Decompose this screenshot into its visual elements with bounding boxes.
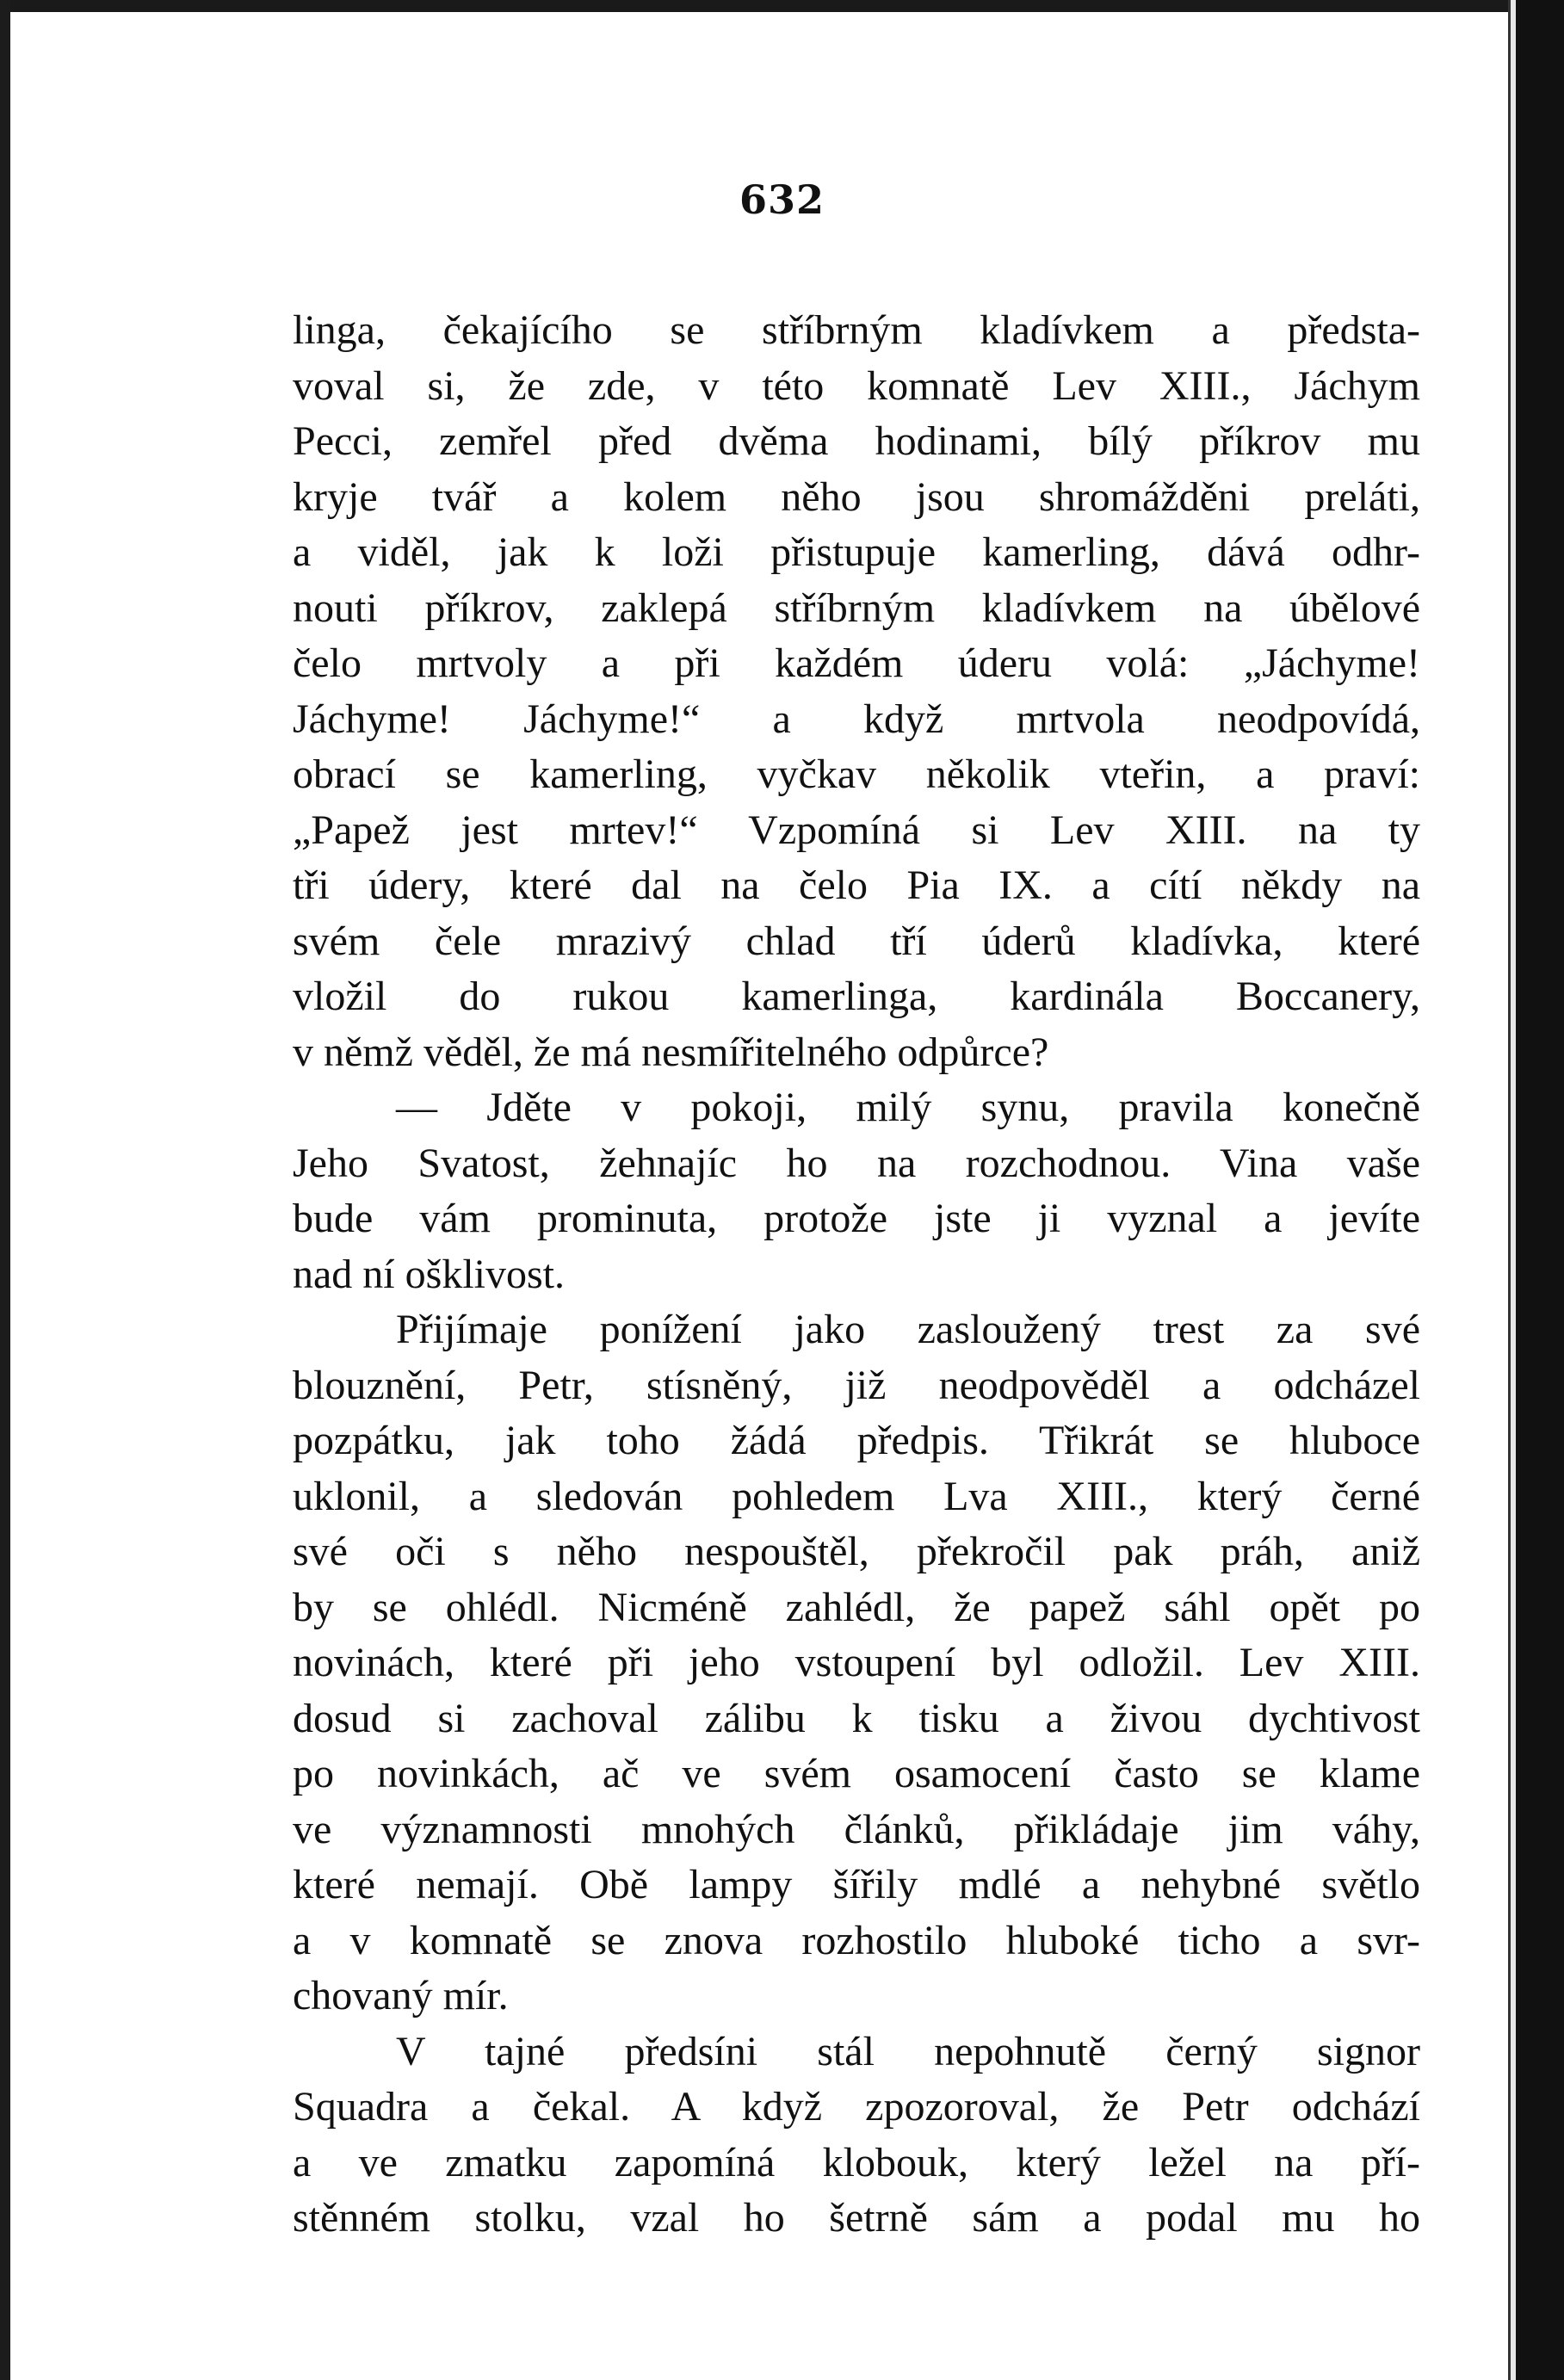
text-line: stěnném stolku, vzal ho šetrně sám a podal mu ho [293, 2195, 1420, 2241]
text-line: čelo mrtvoly a při každém úderu volá: „Jáchyme! [293, 640, 1420, 686]
text-line: V tajné předsíni stál nepohnutě černý signor [396, 2028, 1420, 2074]
text-line: nouti příkrov, zaklepá stříbrným kladívkem na úbělové [293, 584, 1420, 631]
text-line: a ve zmatku zapomíná klobouk, který ležel na pří- [293, 2139, 1420, 2185]
text-line: — Jděte v pokoji, milý synu, pravila konečně [396, 1085, 1420, 1130]
text-line: bude vám prominuta, protože jste ji vyznal a jevíte [293, 1196, 1420, 1241]
text-line: které nemají. Obě lampy šířily mdlé a nehybné světlo [293, 1862, 1420, 1907]
text-line: uklonil, a sledován pohledem Lva XIII., který černé [293, 1473, 1420, 1519]
scan-left-edge [0, 0, 10, 2380]
page-number: 632 [739, 176, 825, 223]
text-line: blouznění, Petr, stísněný, již neodpověděl a odcházel [293, 1362, 1420, 1408]
scan-top-edge [0, 0, 1564, 12]
text-line: Přijímaje ponížení jako zasloužený trest za své [396, 1307, 1420, 1352]
scan-right-edge [1516, 0, 1564, 2380]
text-line: „Papež jest mrtev!“ Vzpomíná si Lev XIII. na ty [293, 807, 1420, 853]
text-line: chovaný mír. [293, 1973, 509, 2018]
text-line: voval si, že zde, v této komnatě Lev XIII., Jáchym [293, 362, 1420, 409]
text-line: svém čele mrazivý chlad tří úderů kladívka, které [293, 918, 1420, 964]
text-line: tři údery, které dal na čelo Pia IX. a cítí někdy na [293, 862, 1420, 908]
text-line: pozpátku, jak toho žádá předpis. Třikrát se hluboce [293, 1418, 1420, 1463]
text-line: po novinkách, ač ve svém osamocení často se klame [293, 1751, 1420, 1796]
text-line: své oči s něho nespouštěl, překročil pak práh, aniž [293, 1529, 1420, 1574]
text-line: novinách, které při jeho vstoupení byl odložil. Lev XIII. [293, 1640, 1420, 1685]
text-line: by se ohlédl. Nicméně zahlédl, že papež sáhl opět po [293, 1584, 1420, 1630]
text-line: Jáchyme! Jáchyme!“ a když mrtvola neodpovídá, [293, 695, 1420, 742]
text-line: linga, čekajícího se stříbrným kladívkem a předsta- [293, 307, 1420, 353]
text-line: Jeho Svatost, žehnajíc ho na rozchodnou. Vina vaše [293, 1140, 1420, 1186]
text-line: Pecci, zemřel před dvěma hodinami, bílý příkrov mu [293, 418, 1420, 464]
text-line: dosud si zachoval zálibu k tisku a živou dychtivost [293, 1695, 1420, 1741]
text-line: v němž věděl, že má nesmířitelného odpůrce? [293, 1029, 1049, 1075]
text-line: vložil do rukou kamerlinga, kardinála Boccanery, [293, 974, 1420, 1019]
text-line: nad ní ošklivost. [293, 1251, 566, 1297]
text-line: ve významnosti mnohých článků, přikládaje jim váhy, [293, 1806, 1420, 1852]
text-line: a v komnatě se znova rozhostilo hluboké ticho a svr- [293, 1917, 1420, 1963]
text-line: kryje tvář a kolem něho jsou shromážděni preláti, [293, 473, 1420, 520]
text-line: a viděl, jak k loži přistupuje kamerling, dává odhr- [293, 529, 1420, 575]
text-line: Squadra a čekal. A když zpozoroval, že Petr odchází [293, 2084, 1420, 2130]
text-line: obrací se kamerling, vyčkav několik vteřin, a praví: [293, 751, 1420, 797]
body-text [293, 303, 1420, 2247]
